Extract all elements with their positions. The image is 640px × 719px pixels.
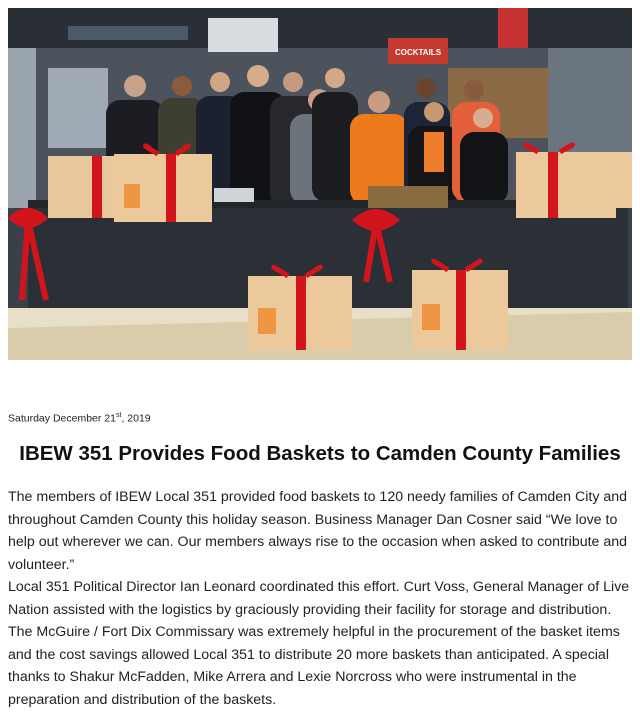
article-body xyxy=(8,486,636,711)
article-headline: IBEW 351 Provides Food Baskets to Camden County Families xyxy=(19,442,621,465)
food-box xyxy=(516,145,632,218)
cocktails-sign: COCKTAILS xyxy=(394,48,442,57)
article-paragraph: The members of IBEW Local 351 provided food baskets to 120 needy families of Camden City and throughout Camden County this holiday season. Business Manager Dan Cosner said “We love to help out wherever we can. Our members always rise to the occasion when asked to contribute and volunteer.” xyxy=(8,489,628,573)
food-box xyxy=(48,146,212,222)
article-paragraph: Local 351 Political Director Ian Leonard coordinated this effort. Curt Voss, General Manager of Live Nation assisted with the logistics by graciously providing their facility for storage and distribution. The McGuire / Fort Dix Commissary was extremely helpful in the procurement of the basket items and the cost savings allowed Local 351 to distribute 20 more baskets than anticipated. A special thanks to Shakur McFadden, Mike Arrera and Lexie Norcross who were instrumental in the preparation and distribution of the baskets. xyxy=(8,579,630,708)
article-photo xyxy=(8,8,632,360)
article-date: Saturday December 21st, 2019 xyxy=(8,412,151,425)
